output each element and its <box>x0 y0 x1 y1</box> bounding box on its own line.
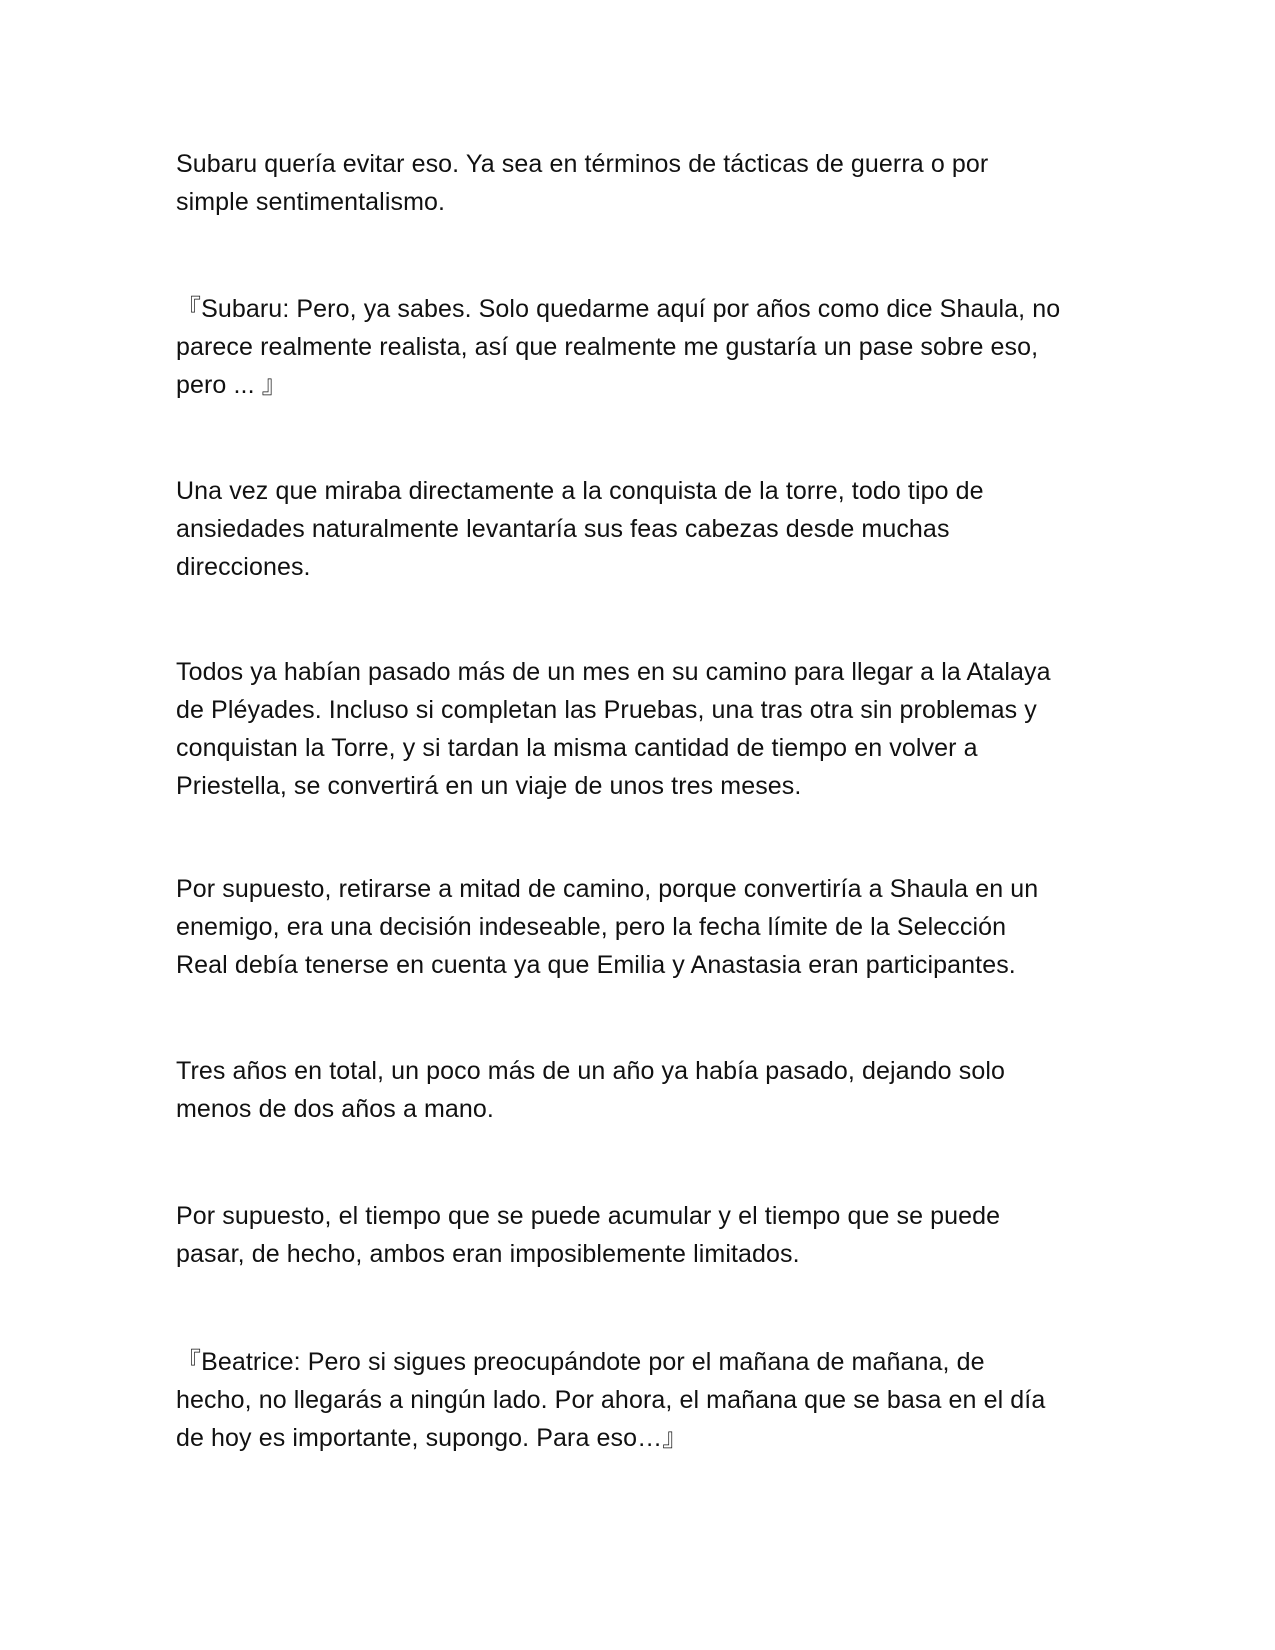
text-line: 『Subaru: Pero, ya sabes. Solo quedarme aquí por años como dice Shaula, no <box>176 295 1061 323</box>
text-line: de hoy es importante, supongo. Para eso…』 <box>176 1424 688 1452</box>
paragraph-4 <box>176 653 1106 805</box>
text-line: Todos ya habían pasado más de un mes en su camino para llegar a la Atalaya <box>176 658 1051 686</box>
text-line: Por supuesto, el tiempo que se puede acumular y el tiempo que se puede <box>176 1202 1001 1230</box>
paragraph-1 <box>176 145 1106 221</box>
text-line: Subaru quería evitar eso. Ya sea en términos de tácticas de guerra o por <box>176 150 989 178</box>
text-line: pasar, de hecho, ambos eran imposiblemente limitados. <box>176 1240 800 1268</box>
text-line: simple sentimentalismo. <box>176 188 446 216</box>
text-line: Priestella, se convertirá en un viaje de unos tres meses. <box>176 772 802 800</box>
paragraph-2-subaru-dialogue <box>176 290 1106 404</box>
text-line: Real debía tenerse en cuenta ya que Emilia y Anastasia eran participantes. <box>176 951 1016 979</box>
text-line: menos de dos años a mano. <box>176 1095 494 1123</box>
text-line: enemigo, era una decisión indeseable, pero la fecha límite de la Selección <box>176 913 1007 941</box>
text-line: direcciones. <box>176 553 311 581</box>
paragraph-3 <box>176 472 1106 586</box>
paragraph-8-beatrice-dialogue <box>176 1343 1106 1457</box>
text-line: ansiedades naturalmente levantaría sus feas cabezas desde muchas <box>176 515 950 543</box>
text-line: parece realmente realista, así que realmente me gustaría un pase sobre eso, <box>176 333 1039 361</box>
text-line: Tres años en total, un poco más de un año ya había pasado, dejando solo <box>176 1057 1005 1085</box>
text-line: Una vez que miraba directamente a la conquista de la torre, todo tipo de <box>176 477 984 505</box>
text-line: conquistan la Torre, y si tardan la misma cantidad de tiempo en volver a <box>176 734 978 762</box>
paragraph-7 <box>176 1197 1106 1273</box>
paragraph-6 <box>176 1052 1106 1128</box>
text-line: 『Beatrice: Pero si sigues preocupándote por el mañana de mañana, de <box>176 1348 985 1376</box>
paragraph-5 <box>176 870 1106 984</box>
text-line: hecho, no llegarás a ningún lado. Por ahora, el mañana que se basa en el día <box>176 1386 1046 1414</box>
text-line: Por supuesto, retirarse a mitad de camino, porque convertiría a Shaula en un <box>176 875 1039 903</box>
text-line: de Pléyades. Incluso si completan las Pruebas, una tras otra sin problemas y <box>176 696 1037 724</box>
text-line: pero ... 』 <box>176 371 287 399</box>
